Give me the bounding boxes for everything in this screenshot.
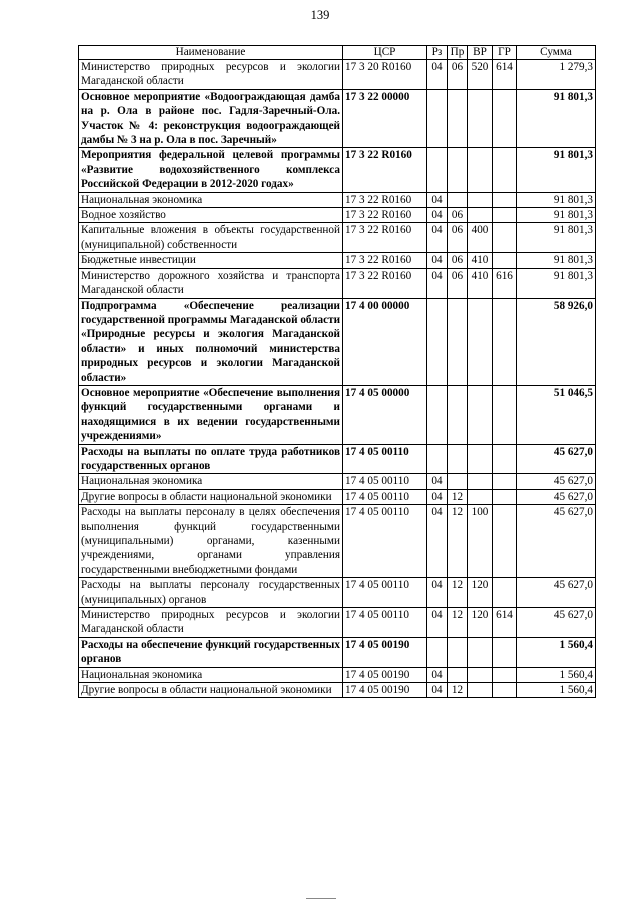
row-pr: 12 — [448, 505, 468, 578]
row-vr — [468, 637, 493, 667]
row-rz: 04 — [427, 268, 448, 298]
row-name: Основное мероприятие «Обеспечение выполнения функций государственными органами и находящимися в их ведении государственными учреждениями» — [79, 385, 343, 444]
row-pr — [448, 148, 468, 192]
row-rz: 04 — [427, 474, 448, 489]
row-vr — [468, 667, 493, 682]
row-pr — [448, 637, 468, 667]
header-csr: ЦСР — [343, 46, 427, 60]
row-gr — [493, 223, 517, 253]
row-vr: 120 — [468, 608, 493, 638]
row-sum: 1 560,4 — [517, 683, 596, 698]
row-rz — [427, 298, 448, 385]
row-gr — [493, 148, 517, 192]
row-sum: 91 801,3 — [517, 148, 596, 192]
row-name: Подпрограмма «Обеспечение реализации государственной программы Магаданской области «Природные ресурсы и экология Магаданской области» и иных полномочий министерства природных ресурсов и экологии Магаданской области» — [79, 298, 343, 385]
row-csr: 17 4 05 00190 — [343, 667, 427, 682]
row-pr: 12 — [448, 489, 468, 504]
row-rz: 04 — [427, 192, 448, 207]
table-row — [79, 192, 596, 207]
table-body — [79, 60, 596, 698]
row-gr — [493, 253, 517, 268]
table-row — [79, 667, 596, 682]
row-rz: 04 — [427, 667, 448, 682]
row-rz: 04 — [427, 60, 448, 90]
row-vr: 520 — [468, 60, 493, 90]
row-pr: 12 — [448, 683, 468, 698]
row-name: Основное мероприятие «Водоограждающая дамба на р. Ола в районе пос. Гадля-Заречный-Ола. Участок № 4: реконструкция водоограждающей дамбы № 3 на р. Ола в пос. Заречный» — [79, 89, 343, 148]
row-sum: 91 801,3 — [517, 192, 596, 207]
row-gr: 614 — [493, 60, 517, 90]
row-gr — [493, 208, 517, 223]
row-sum: 58 926,0 — [517, 298, 596, 385]
header-name: Наименование — [79, 46, 343, 60]
row-pr: 06 — [448, 223, 468, 253]
row-sum: 91 801,3 — [517, 253, 596, 268]
table-row — [79, 637, 596, 667]
row-rz: 04 — [427, 253, 448, 268]
header-sum: Сумма — [517, 46, 596, 60]
row-gr — [493, 298, 517, 385]
row-sum: 45 627,0 — [517, 578, 596, 608]
table-row — [79, 578, 596, 608]
row-gr — [493, 667, 517, 682]
row-gr: 614 — [493, 608, 517, 638]
row-vr: 410 — [468, 253, 493, 268]
table-row — [79, 208, 596, 223]
row-gr — [493, 505, 517, 578]
row-name: Министерство природных ресурсов и экологии Магаданской области — [79, 608, 343, 638]
row-rz — [427, 89, 448, 148]
row-rz: 04 — [427, 505, 448, 578]
row-gr — [493, 578, 517, 608]
row-csr: 17 4 05 00110 — [343, 474, 427, 489]
table-row — [79, 253, 596, 268]
table-row — [79, 489, 596, 504]
table-header-row — [79, 46, 596, 60]
row-name: Национальная экономика — [79, 667, 343, 682]
row-csr: 17 3 22 R0160 — [343, 208, 427, 223]
row-rz: 04 — [427, 608, 448, 638]
row-name: Бюджетные инвестиции — [79, 253, 343, 268]
row-pr — [448, 192, 468, 207]
table-row — [79, 505, 596, 578]
row-name: Водное хозяйство — [79, 208, 343, 223]
row-gr — [493, 89, 517, 148]
row-vr: 100 — [468, 505, 493, 578]
row-sum: 45 627,0 — [517, 608, 596, 638]
row-sum: 45 627,0 — [517, 474, 596, 489]
row-sum: 91 801,3 — [517, 89, 596, 148]
row-name: Капитальные вложения в объекты государственной (муниципальной) собственности — [79, 223, 343, 253]
row-vr — [468, 89, 493, 148]
row-sum: 1 279,3 — [517, 60, 596, 90]
table-row — [79, 223, 596, 253]
row-gr — [493, 385, 517, 444]
row-rz: 04 — [427, 223, 448, 253]
row-pr: 12 — [448, 608, 468, 638]
row-csr: 17 4 05 00000 — [343, 385, 427, 444]
row-pr — [448, 444, 468, 474]
row-name: Национальная экономика — [79, 192, 343, 207]
row-sum: 91 801,3 — [517, 223, 596, 253]
row-sum: 91 801,3 — [517, 208, 596, 223]
row-vr — [468, 683, 493, 698]
row-vr — [468, 208, 493, 223]
row-name: Национальная экономика — [79, 474, 343, 489]
row-csr: 17 4 05 00110 — [343, 608, 427, 638]
row-rz: 04 — [427, 208, 448, 223]
row-csr: 17 4 05 00110 — [343, 505, 427, 578]
footer-divider — [306, 898, 336, 899]
header-pr: Пр — [448, 46, 468, 60]
row-name: Расходы на обеспечение функций государственных органов — [79, 637, 343, 667]
row-gr — [493, 474, 517, 489]
row-rz: 04 — [427, 683, 448, 698]
row-gr — [493, 489, 517, 504]
row-pr — [448, 667, 468, 682]
row-rz — [427, 148, 448, 192]
header-rz: Рз — [427, 46, 448, 60]
row-rz — [427, 637, 448, 667]
row-vr — [468, 192, 493, 207]
row-gr: 616 — [493, 268, 517, 298]
row-name: Министерство природных ресурсов и экологии Магаданской области — [79, 60, 343, 90]
header-vr: ВР — [468, 46, 493, 60]
row-vr — [468, 489, 493, 504]
row-name: Мероприятия федеральной целевой программы «Развитие водохозяйственного комплекса Российской Федерации в 2012-2020 годах» — [79, 148, 343, 192]
row-csr: 17 3 22 R0160 — [343, 148, 427, 192]
row-sum: 45 627,0 — [517, 489, 596, 504]
row-vr — [468, 385, 493, 444]
row-rz: 04 — [427, 578, 448, 608]
row-vr — [468, 444, 493, 474]
row-sum: 91 801,3 — [517, 268, 596, 298]
row-name: Расходы на выплаты персоналу в целях обеспечения выполнения функций государственными (муниципальными) органами, казенными учреждениями, органами управления государственными внебюджетными фондами — [79, 505, 343, 578]
row-sum: 1 560,4 — [517, 637, 596, 667]
row-csr: 17 3 22 R0160 — [343, 253, 427, 268]
row-pr — [448, 385, 468, 444]
row-gr — [493, 637, 517, 667]
table-row — [79, 268, 596, 298]
row-pr: 06 — [448, 208, 468, 223]
row-name: Другие вопросы в области национальной экономики — [79, 489, 343, 504]
row-pr: 06 — [448, 253, 468, 268]
table-row — [79, 683, 596, 698]
row-rz — [427, 385, 448, 444]
row-name: Расходы на выплаты по оплате труда работников государственных органов — [79, 444, 343, 474]
row-vr: 410 — [468, 268, 493, 298]
table-row — [79, 60, 596, 90]
row-csr: 17 3 22 R0160 — [343, 223, 427, 253]
row-csr: 17 4 05 00190 — [343, 637, 427, 667]
table-row — [79, 89, 596, 148]
table-row — [79, 474, 596, 489]
row-vr: 120 — [468, 578, 493, 608]
page-number: 139 — [310, 8, 330, 22]
table-row — [79, 148, 596, 192]
row-csr: 17 4 05 00110 — [343, 578, 427, 608]
row-pr: 06 — [448, 268, 468, 298]
row-vr — [468, 298, 493, 385]
row-name: Расходы на выплаты персоналу государственных (муниципальных) органов — [79, 578, 343, 608]
table-row — [79, 608, 596, 638]
table-row — [79, 444, 596, 474]
budget-table — [78, 45, 596, 698]
row-gr — [493, 444, 517, 474]
row-sum: 1 560,4 — [517, 667, 596, 682]
row-sum: 45 627,0 — [517, 444, 596, 474]
row-pr — [448, 89, 468, 148]
row-csr: 17 3 22 R0160 — [343, 192, 427, 207]
row-csr: 17 4 05 00110 — [343, 489, 427, 504]
row-csr: 17 3 22 00000 — [343, 89, 427, 148]
row-csr: 17 3 20 R0160 — [343, 60, 427, 90]
row-sum: 51 046,5 — [517, 385, 596, 444]
row-gr — [493, 192, 517, 207]
row-rz: 04 — [427, 489, 448, 504]
row-rz — [427, 444, 448, 474]
row-pr: 12 — [448, 578, 468, 608]
table-row — [79, 385, 596, 444]
row-csr: 17 4 05 00190 — [343, 683, 427, 698]
row-pr — [448, 474, 468, 489]
row-name: Другие вопросы в области национальной экономики — [79, 683, 343, 698]
row-vr — [468, 148, 493, 192]
row-name: Министерство дорожного хозяйства и транспорта Магаданской области — [79, 268, 343, 298]
row-vr: 400 — [468, 223, 493, 253]
header-gr: ГР — [493, 46, 517, 60]
table-row — [79, 298, 596, 385]
row-csr: 17 4 05 00110 — [343, 444, 427, 474]
row-pr — [448, 298, 468, 385]
row-csr: 17 3 22 R0160 — [343, 268, 427, 298]
row-vr — [468, 474, 493, 489]
row-pr: 06 — [448, 60, 468, 90]
row-csr: 17 4 00 00000 — [343, 298, 427, 385]
row-sum: 45 627,0 — [517, 505, 596, 578]
row-gr — [493, 683, 517, 698]
